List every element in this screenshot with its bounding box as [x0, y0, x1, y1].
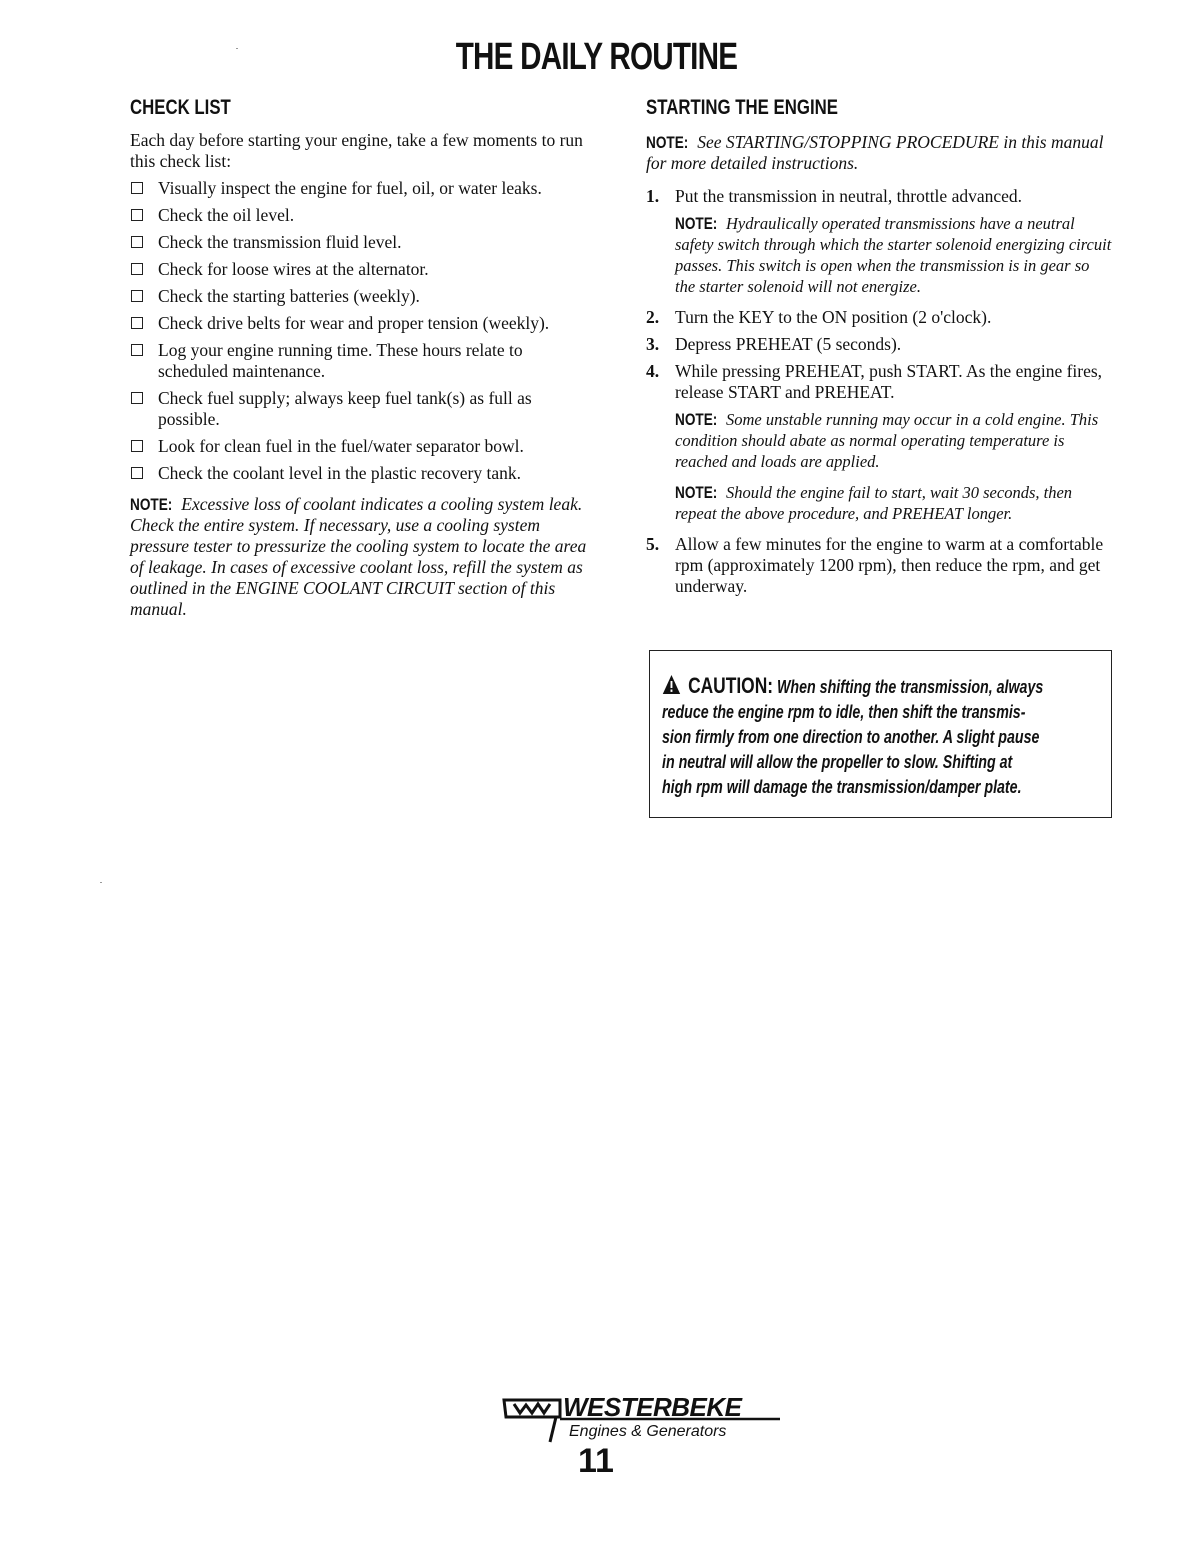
- checkbox-icon: [131, 392, 143, 404]
- note-text: Excessive loss of coolant indicates a cooling system leak. Check the entire system. If necessary, use a cooling system pressure tester to pressurize the cooling system to locate the area of leakage. In cases of excessive coolant loss, refill the system as outlined in the ENGINE COOLANT CIRCUIT section of this manual.: [130, 494, 587, 619]
- page-number: 11: [578, 1442, 614, 1480]
- step-number: 3.: [646, 334, 660, 354]
- list-item: [646, 307, 1112, 328]
- list-item: Log your engine running time. These hours relate to scheduled maintenance.: [130, 340, 596, 382]
- page-title: THE DAILY ROUTINE: [455, 36, 737, 78]
- list-item: Check the transmission fluid level.: [130, 232, 596, 253]
- checklist-intro: Each day before starting your engine, take a few moments to run this check list:: [130, 130, 583, 171]
- checklist-section: [130, 96, 596, 620]
- transmission-note: [675, 213, 1112, 297]
- checkbox-icon: [131, 344, 143, 356]
- step-number: 5.: [646, 534, 660, 554]
- list-item: [646, 361, 1112, 403]
- brand-tagline: Engines & Generators: [569, 1423, 727, 1440]
- note-label: NOTE:: [675, 410, 718, 429]
- step-number: 1.: [646, 186, 660, 206]
- caution-line: [662, 673, 1104, 700]
- checkbox-icon: [131, 236, 143, 248]
- step-text: While pressing PREHEAT, push START. As the engine fires, release START and PREHEAT.: [675, 361, 1103, 402]
- note-label: NOTE:: [675, 214, 718, 233]
- list-item: Visually inspect the engine for fuel, oil, or water leaks.: [130, 178, 596, 199]
- caution-line: high rpm will damage the transmission/damper plate.: [662, 777, 1022, 797]
- note-label: NOTE:: [646, 133, 689, 152]
- step-text: Allow a few minutes for the engine to warm at a comfortable rpm (approximately 1200 rpm), then reduce the rpm, and get underway.: [675, 534, 1104, 596]
- checklist: [130, 178, 596, 484]
- step-text: Put the transmission in neutral, throttle advanced.: [675, 186, 1023, 206]
- cold-engine-note: [675, 409, 1112, 472]
- note-label: NOTE:: [675, 483, 718, 502]
- list-item: [646, 334, 1112, 355]
- list-item: [646, 534, 1112, 597]
- step-text: Depress PREHEAT (5 seconds).: [675, 334, 902, 354]
- caution-line: sion firmly from one direction to another. A slight pause: [662, 727, 1040, 747]
- checkbox-icon: [131, 263, 143, 275]
- scan-speck: [100, 882, 102, 883]
- note-text: Should the engine fail to start, wait 30 seconds, then repeat the above procedure, and PREHEAT longer.: [675, 483, 1073, 523]
- coolant-note: [130, 494, 596, 620]
- checkbox-icon: [131, 182, 143, 194]
- list-item: Check fuel supply; always keep fuel tank(s) as full as possible.: [130, 388, 596, 430]
- caution-line: in neutral will allow the propeller to slow. Shifting at: [662, 752, 1013, 772]
- steps-list: [646, 186, 1112, 597]
- list-item: Check for loose wires at the alternator.: [130, 259, 596, 280]
- list-item: Check drive belts for wear and proper tension (weekly).: [130, 313, 596, 334]
- starting-section: [646, 96, 1112, 603]
- checkbox-icon: [131, 290, 143, 302]
- caution-label: CAUTION:: [688, 673, 774, 698]
- note-text: Hydraulically operated transmissions have a neutral safety switch through which the starter solenoid energizing circuit passes. This switch is open when the transmission is in gear so the starter solenoid will not energize.: [675, 214, 1112, 296]
- brand-name: WESTERBEKE: [563, 1392, 742, 1422]
- checkbox-icon: [131, 467, 143, 479]
- step-number: 4.: [646, 361, 660, 381]
- list-item: [646, 186, 1112, 207]
- caution-line: reduce the engine rpm to idle, then shift the transmis-: [662, 702, 1026, 722]
- checkbox-icon: [131, 209, 143, 221]
- checkbox-icon: [131, 440, 143, 452]
- note-label: NOTE:: [130, 495, 173, 514]
- checkbox-icon: [131, 317, 143, 329]
- scan-speck: [236, 48, 238, 49]
- note-text: See STARTING/STOPPING PROCEDURE in this manual for more detailed instructions.: [646, 132, 1104, 173]
- brand-logo: [498, 1390, 788, 1448]
- list-item: Check the oil level.: [130, 205, 596, 226]
- step-text: Turn the KEY to the ON position (2 o'clock).: [675, 307, 992, 327]
- note-text: Some unstable running may occur in a cold engine. This condition should abate as normal operating temperature is reached and loads are applied.: [675, 410, 1099, 471]
- fail-to-start-note: [675, 482, 1112, 524]
- caution-text: When shifting the transmission, always: [777, 677, 1044, 697]
- list-item: Check the starting batteries (weekly).: [130, 286, 596, 307]
- step-number: 2.: [646, 307, 660, 327]
- procedure-note: [646, 132, 1112, 174]
- list-item: Check the coolant level in the plastic recovery tank.: [130, 463, 596, 484]
- list-item: Look for clean fuel in the fuel/water separator bowl.: [130, 436, 596, 457]
- warning-triangle-icon: [662, 674, 681, 695]
- checklist-heading: CHECK LIST: [130, 96, 231, 119]
- starting-heading: STARTING THE ENGINE: [646, 96, 838, 119]
- caution-box: [649, 650, 1112, 818]
